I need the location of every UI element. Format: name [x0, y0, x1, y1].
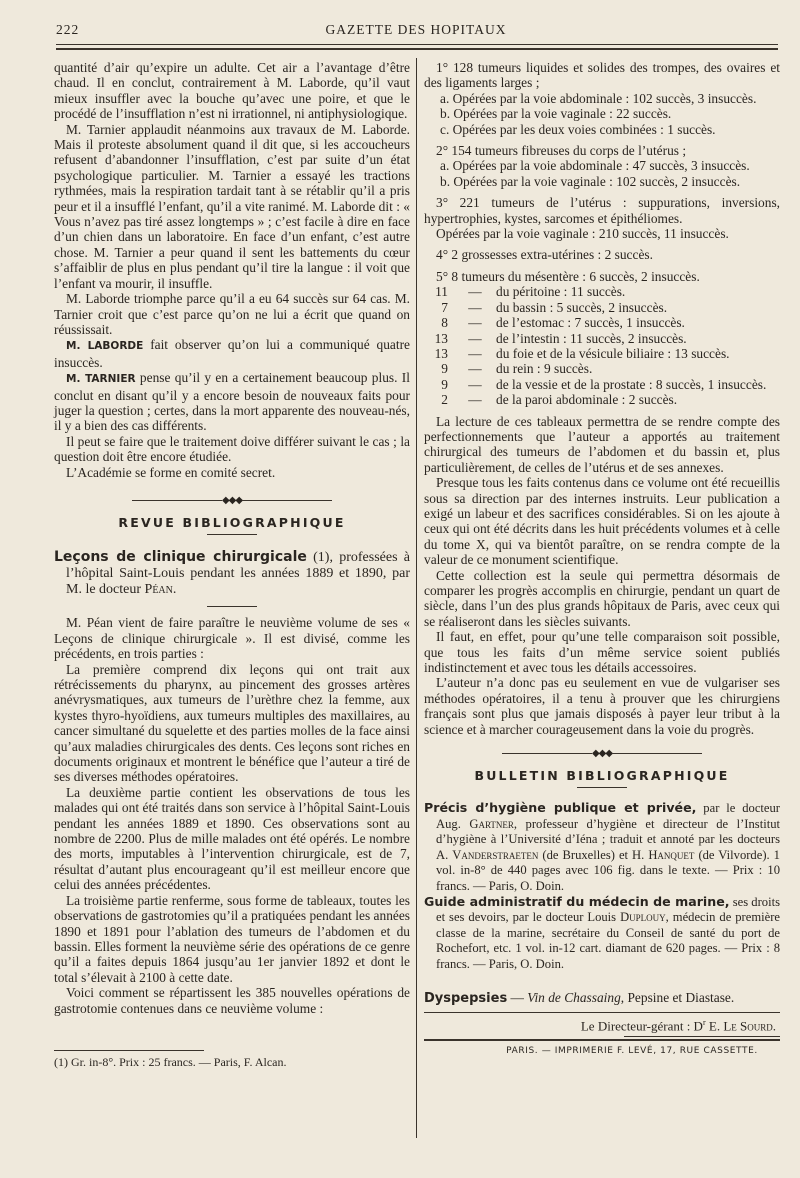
header-rule: [56, 44, 778, 45]
table-row: 13 — du foie et de la vésicule biliaire : 13 succès.: [434, 345, 730, 361]
list-item: 5° 8 tumeurs du mésentère : 6 succès, 2 insuccès.: [436, 268, 700, 284]
list-subitem: c. Opérées par les deux voies combinées : 1 succès.: [440, 121, 716, 137]
paragraph: M. Laborde triomphe parce qu’il a eu 64 succès sur 64 cas. M. Tarnier croit que c’est parce qu’on ne lui a écrit que quand on réussissait.: [54, 291, 410, 337]
list-subitem: b. Opérées par la voie vaginale : 22 succès.: [440, 106, 672, 122]
table-row: 11 — du péritoine : 11 succès.: [435, 284, 626, 300]
list-item: 3° 221 tumeurs de l’utérus : suppurations, inversions, hypertrophies, kystes, sarcomes et épithéliomes.: [424, 195, 780, 226]
list-subitem: a. Opérées par la voie abdominale : 102 succès, 3 insuccès.: [440, 90, 757, 106]
tumor-table: [424, 284, 780, 407]
ad-title: Dyspepsies: [424, 990, 508, 1006]
paragraph: Voici comment se répartissent les 385 nouvelles opérations de gastrotomie contenues dans ce neuvième volume :: [54, 985, 410, 1016]
list-subitem: b. Opérées par la voie vaginale : 102 succès, 2 insuccès.: [440, 173, 741, 189]
paragraph: Cette collection est la seule qui permettra désormais de comparer les progrès accomplis en chirurgie, pendant un quart de siècle, dans l’un des plus grands hôpitaux de Paris, avec ceux qui se réaliseront dans les siècles suivants.: [424, 567, 780, 629]
book-title: Leçons de clinique chirurgicale: [54, 549, 307, 566]
divider: [207, 534, 257, 535]
list-item: 4° 2 grossesses extra-utérines : 2 succès.: [436, 247, 653, 263]
page-number: 222: [56, 22, 80, 37]
list-item: 1° 128 tumeurs liquides et solides des trompes, des ovaires et des ligaments larges ;: [424, 60, 780, 91]
table-row: 13 — de l’intestin : 11 succès, 2 insuccès.: [434, 330, 687, 346]
paragraph: Presque tous les faits contenus dans ce volume ont été recueillis sous sa direction par des internes instruits. Leur publication a exigé un labeur et des sacrifices considérables. Si on les ajoute à ceux qui ont été décrits dans les huit précédents volumes et à celle du tome X, qui va bientôt paraître, on se rendra compte de la valeur de ce monument scientifique.: [424, 475, 780, 568]
ornament-divider: ◆◆◆: [424, 749, 780, 759]
table-row: 9 — du rein : 9 succès.: [441, 361, 593, 377]
speaker-name: M. TARNIER: [66, 373, 136, 386]
table-row: 9 — de la vessie et de la prostate : 8 succès, 1 insuccès.: [441, 376, 767, 392]
footer-rule-thick: [424, 1039, 780, 1041]
printer-imprint: PARIS. — IMPRIMERIE F. LEVÉ, 17, RUE CASSETTE.: [506, 1046, 758, 1057]
divider: [577, 787, 627, 788]
paragraph: M. LABORDE fait observer qu’on lui a communiqué quatre insuccès.: [54, 337, 410, 370]
table-row: 8 — de l’estomac : 7 succès, 1 insuccès.: [441, 315, 685, 331]
page-header: [56, 22, 776, 42]
bulletin-entry: Guide administratif du médecin de marine, ses droits et ses devoirs, par le docteur Louis Duplouy, médecin de première classe de la marine, secrétaire du Conseil de santé du port de Rochefort, etc. 1 vol. in-12 cart. diamant de 620 pages. — Prix : 8 francs. — Paris, O. Doin.: [424, 893, 780, 971]
bulletin-title: Précis d’hygiène publique et privée,: [424, 800, 697, 816]
left-column: [54, 60, 410, 1070]
paragraph: La deuxième partie contient les observations de tous les malades qui ont été traités dans son service à l’hôpital Saint-Louis pendant les années 1889 et 1890. Ces observations sont au nombre de 2200. Plus de mille malades ont été opérés. Le nombre des morts, imputables à l’intervention chirurgicale, est de 7, résultat d’autant plus encourageant qu’il est meilleur encore que celui des années précédentes.: [54, 784, 410, 893]
footer-rule: [624, 1036, 780, 1037]
paragraph: L’auteur n’a donc pas eu seulement en vue de vulgariser ses méthodes opératoires, il a tenu à prouver que les chirurgiens français sont plus que jamais disposés à payer leur tribut à la science et à marcher courageusement dans la voie du progrès.: [424, 675, 780, 737]
divider: [207, 606, 257, 607]
column-divider: [416, 58, 417, 1138]
paragraph: quantité d’air qu’expire un adulte. Cet air a l’avantage d’être chaud. Il en conclut, contrairement à M. Laborde, qu’il vaut mieux insuffler avec la bouche qu’avec une poire, et que le procédé de l’insufflation n’est ni irrationnel, ni antiphysiologique.: [54, 60, 410, 122]
list-subitem: Opérées par la voie vaginale : 210 succès, 11 insuccès.: [436, 226, 729, 242]
paragraph: M. TARNIER pense qu’il y en a certainement beaucoup plus. Il conclut en disant qu’il y a encore besoin de nouveaux faits pour juger la question ; certes, dans la mort apparente des nouveau-nés, il y a bien des cas différents.: [54, 370, 410, 434]
paragraph: La première comprend dix leçons qui ont trait aux rétrécissements du pharynx, au pincement des grosses artères anévrysmatiques, aux tumeurs de l’urèthre chez la femme, aux kystes thyro-hyoïdiens, aux tumeurs multiples des maxillaires, au cancer simultané du squelette et des parties molles de la face ainsi qu’aux maladies chirurgicales des dents. Ces leçons sont riches en documents originaux et montrent le bénéfice que l’auteur a tiré de ses diverses méthodes opératoires.: [54, 661, 410, 785]
table-row: 7 — du bassin : 5 succès, 2 insuccès.: [441, 299, 668, 315]
paragraph: La lecture de ces tableaux permettra de se rendre compte des perfectionnements que l’auteur a apportés au traitement chirurgical des tumeurs de l’abdomen et du bassin et, plus particulièrement, de celles de l’utérus et de ses annexes.: [424, 413, 780, 475]
paragraph: La troisième partie renferme, sous forme de tableaux, toutes les observations de gastrotomies qu’il a pratiquées pendant les années 1890 et 1891 pour l’ablation des tumeurs de l’abdomen et du bassin. Elles forment la neuvième série des opérations de ce genre qu’il a faites depuis 1864 jusqu’au 1er janvier 1892 et dont le total s’élevait à 2100 à cette date.: [54, 892, 410, 985]
section-title: BULLETIN BIBLIOGRAPHIQUE: [474, 768, 730, 784]
running-title: GAZETTE DES HOPITAUX: [325, 22, 507, 37]
footnote-rule: [54, 1050, 204, 1051]
speaker-name: M. LABORDE: [66, 340, 144, 353]
right-column: [424, 60, 780, 1059]
table-row: 2 — de la paroi abdominale : 2 succès.: [441, 392, 678, 408]
list-subitem: a. Opérées par la voie abdominale : 47 succès, 3 insuccès.: [440, 158, 750, 174]
book-author: Péan.: [144, 582, 177, 598]
paragraph: L’Académie se forme en comité secret.: [66, 464, 276, 480]
section-title: REVUE BIBLIOGRAPHIQUE: [118, 514, 346, 530]
bulletin-title: Guide administratif du médecin de marine,: [424, 893, 730, 909]
footer-rule: [424, 1012, 780, 1013]
paragraph: Il faut, en effet, pour qu’une telle comparaison soit possible, que tous les faits d’un même service soient publiés indistinctement et avec tous les détails accessoires.: [424, 629, 780, 676]
bulletin-entry: Précis d’hygiène publique et privée, par le docteur Aug. Gartner, professeur d’hygiène et directeur de l’Institut d’hygiène à l’Université d’Iéna ; traduit et annoté par les docteurs A. Vanderstraeten (de Bruxelles) et H. Hanquet (de Vilvorde). 1 vol. in-8° de 440 pages avec 106 fig. dans le texte. — Prix : 10 francs. — Paris, O. Doin.: [424, 800, 780, 893]
gerant-line: Le Directeur-gérant : $D^r$ E. Le Sourd.: [580, 1018, 776, 1034]
list-item: 2° 154 tumeurs fibreuses du corps de l’utérus ;: [436, 143, 687, 159]
paragraph: Il peut se faire que le traitement doive différer suivant le cas ; la question doit être encore étudiée.: [54, 433, 410, 465]
header-rule-thick: [56, 48, 778, 50]
ornament-divider: ◆◆◆: [54, 496, 410, 506]
advertisement-line: Dyspepsies — Vin de Chassaing, Pepsine et Diastase.: [424, 989, 735, 1006]
footnote: (1) Gr. in-8°. Prix : 25 francs. — Paris, F. Alcan.: [54, 1054, 287, 1069]
paragraph: M. Tarnier applaudit néanmoins aux travaux de M. Laborde. Mais il proteste absolument quand il dit que, si les accoucheurs refusent d’abandonner l’insufflation, c’est par suite d’un état psychologique particulier. M. Tarnier a essayé les tractions rythmées, mais la respiration tardait tant à se rétablir qu’il a pris peur et il a insufflé l’enfant, qu’il a vite ranimé. M. Laborde dit : « Vous n’avez pas tiré assez longtemps » ; c’est facile à dire en face d’un chien dans un laboratoire. En face d’un enfant, c’est autre chose. M. Tarnier a peur quand il sent les battements du cœur s’affaiblir de plus en plus pendant qu’il tire la langue : il voit que l’enfant va mourir, il insuffle.: [54, 121, 410, 291]
book-entry: Leçons de clinique chirurgicale (1), professées à l’hôpital Saint-Louis pendant les années 1889 et 1890, par M. le docteur Péan.: [54, 549, 410, 598]
paragraph: M. Péan vient de faire paraître le neuvième volume de ses « Leçons de clinique chirurgicale ». Il est divisé, comme les précédents, en trois parties :: [54, 615, 410, 662]
